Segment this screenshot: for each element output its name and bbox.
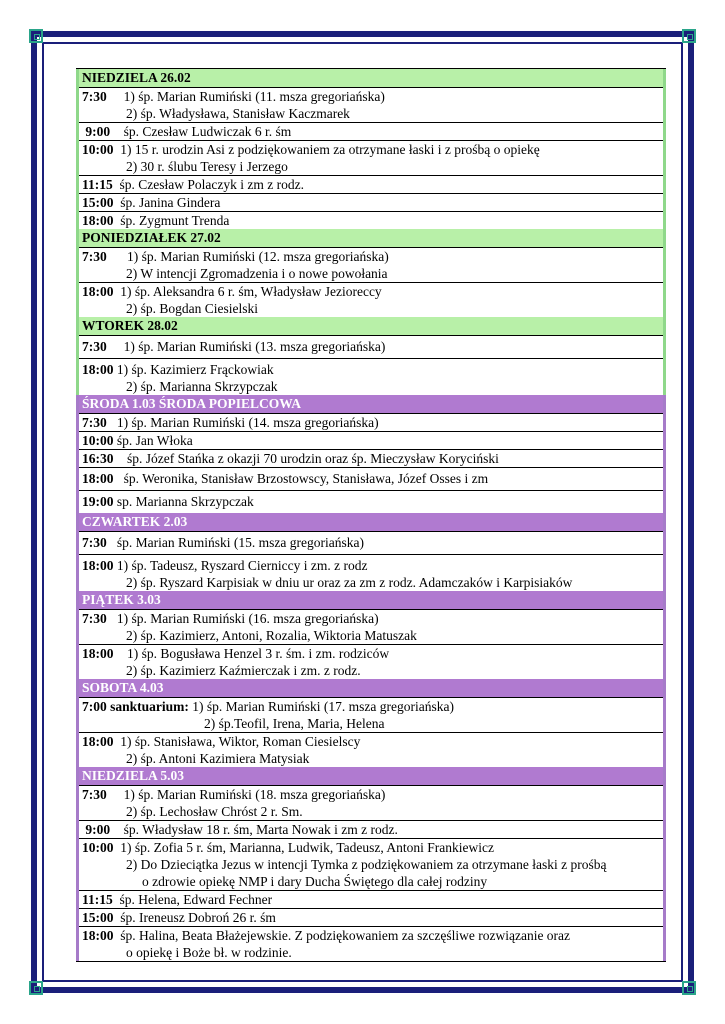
mass-time: 18:00 — [82, 928, 114, 943]
day-header: NIEDZIELA 5.03 — [79, 767, 663, 786]
mass-entry — [79, 532, 663, 555]
mass-intention: 1) śp. Tadeusz, Ryszard Cierniccy i zm. z rodz — [116, 558, 368, 573]
mass-intention: śp. Jan Włoka — [116, 433, 193, 448]
mass-intention: 1) śp. Marian Rumiński (18. msza gregoriańska) — [123, 787, 386, 802]
mass-intention: 1) śp. Bogusława Henzel 3 r. śm. i zm. rodziców — [127, 646, 390, 661]
day-section — [76, 767, 666, 961]
mass-time: 18:00 — [82, 558, 114, 573]
mass-intention: 1) śp. Marian Rumiński (11. msza gregoriańska) — [123, 89, 385, 104]
mass-intention: 2) Do Dzieciątka Jezus w intencji Tymka z podziękowaniem za otrzymane łaski z prośbą — [126, 857, 607, 872]
mass-intention: 1) śp. Marian Rumiński (16. msza gregoriańska) — [116, 611, 379, 626]
day-header: PONIEDZIAŁEK 27.02 — [79, 229, 663, 248]
mass-time: 18:00 — [82, 362, 114, 377]
mass-intention: 1) śp. Marian Rumiński (17. msza gregoriańska) — [192, 699, 454, 714]
mass-intention: śp. Janina Gindera — [120, 195, 221, 210]
mass-entry — [79, 786, 663, 821]
mass-intention: 1) śp. Marian Rumiński (13. msza gregoriańska) — [123, 339, 386, 354]
mass-intention: śp. Marian Rumiński (15. msza gregoriańska) — [116, 535, 364, 550]
mass-intention: śp. Helena, Edward Fechner — [119, 892, 273, 907]
mass-intention: 1) śp. Aleksandra 6 r. śm, Władysław Jezioreccy — [120, 284, 382, 299]
mass-entry — [79, 909, 663, 927]
day-section — [76, 317, 666, 395]
day-header: NIEDZIELA 26.02 — [79, 69, 663, 88]
mass-entry — [79, 414, 663, 432]
mass-intention: 2) śp. Władysława, Stanisław Kaczmarek — [126, 106, 350, 121]
mass-time: 7:30 — [82, 787, 107, 802]
mass-intention: 1) śp. Marian Rumiński (12. msza gregoriańska) — [127, 249, 389, 264]
day-header: SOBOTA 4.03 — [79, 679, 663, 698]
mass-entry — [79, 468, 663, 491]
corner-ornament-icon — [682, 981, 696, 995]
day-section — [76, 679, 666, 767]
day-header: PIĄTEK 3.03 — [79, 591, 663, 610]
mass-time: 10:00 — [82, 840, 114, 855]
mass-entry — [79, 176, 663, 194]
day-header: ŚRODA 1.03 ŚRODA POPIELCOWA — [79, 395, 663, 414]
day-header: WTOREK 28.02 — [79, 317, 663, 336]
mass-entry — [79, 212, 663, 229]
mass-intention: 1) śp. Marian Rumiński (14. msza gregoriańska) — [116, 415, 379, 430]
mass-entry — [79, 194, 663, 212]
mass-time: 15:00 — [82, 910, 114, 925]
mass-entry — [79, 359, 663, 395]
mass-time: 18:00 — [82, 646, 114, 661]
mass-intention: 1) 15 r. urodzin Asi z podziękowaniem za otrzymane łaski i z prośbą o opiekę — [120, 142, 540, 157]
mass-time: 11:15 — [82, 177, 113, 192]
mass-intention: śp. Władysław 18 r. śm, Marta Nowak i zm z rodz. — [123, 822, 398, 837]
mass-time: 7:30 — [82, 535, 107, 550]
mass-intention: 1) śp. Stanisława, Wiktor, Roman Ciesielscy — [120, 734, 361, 749]
mass-entry — [79, 821, 663, 839]
corner-ornament-icon — [29, 981, 43, 995]
day-section — [76, 513, 666, 591]
mass-intention: 2) śp. Kazimierz Kaźmierczak i zm. z rodz. — [126, 663, 361, 678]
mass-entry — [79, 432, 663, 450]
mass-intention: 2) śp. Bogdan Ciesielski — [126, 301, 258, 316]
mass-intention: 2) W intencji Zgromadzenia i o nowe powołania — [126, 266, 388, 281]
mass-schedule-table — [76, 68, 666, 962]
mass-time: 19:00 — [82, 494, 114, 509]
mass-time: 18:00 — [82, 471, 114, 486]
mass-time: 10:00 — [82, 433, 114, 448]
mass-intention: śp. Zygmunt Trenda — [120, 213, 230, 228]
mass-entry — [79, 141, 663, 176]
mass-entry — [79, 927, 663, 961]
mass-intention: 1) śp. Zofia 5 r. śm, Marianna, Ludwik, Tadeusz, Antoni Frankiewicz — [120, 840, 494, 855]
mass-intention: 2) 30 r. ślubu Teresy i Jerzego — [126, 159, 288, 174]
mass-intention: o opiekę i Boże bł. w rodzinie. — [126, 945, 292, 960]
mass-time: 18:00 — [82, 284, 114, 299]
mass-intention: śp. Weronika, Stanisław Brzostowscy, Stanisława, Józef Osses i zm — [123, 471, 489, 486]
mass-entry — [79, 88, 663, 123]
mass-entry — [79, 555, 663, 591]
mass-time: 15:00 — [82, 195, 114, 210]
mass-time: 18:00 — [82, 213, 114, 228]
mass-intention: 2) śp. Kazimierz, Antoni, Rozalia, Wiktoria Matuszak — [126, 628, 417, 643]
mass-time: 7:30 — [82, 249, 107, 264]
mass-intention: 2) śp. Marianna Skrzypczak — [126, 379, 278, 394]
day-section — [76, 395, 666, 513]
mass-time: 7:30 — [82, 339, 107, 354]
mass-intention: 1) śp. Kazimierz Frąckowiak — [116, 362, 274, 377]
mass-intention: 2) śp. Antoni Kazimiera Matysiak — [126, 751, 310, 766]
mass-entry — [79, 891, 663, 909]
mass-time: 7:30 — [82, 415, 107, 430]
mass-entry — [79, 839, 663, 891]
mass-intention: 2) śp. Lechosław Chróst 2 r. Sm. — [126, 804, 303, 819]
mass-entry — [79, 491, 663, 513]
mass-entry — [79, 698, 663, 733]
mass-intention: 2) śp. Ryszard Karpisiak w dniu ur oraz za zm z rodz. Adamczaków i Karpisiaków — [126, 575, 573, 590]
day-section — [76, 229, 666, 317]
mass-entry — [79, 283, 663, 317]
mass-intention: śp. Czesław Ludwiczak 6 r. śm — [123, 124, 292, 139]
day-section — [76, 69, 666, 229]
day-header: CZWARTEK 2.03 — [79, 513, 663, 532]
mass-time: 9:00 — [85, 822, 111, 837]
mass-intention: śp. Czesław Polaczyk i zm z rodz. — [119, 177, 304, 192]
mass-entry — [79, 123, 663, 141]
mass-entry — [79, 248, 663, 283]
mass-time: 11:15 — [82, 892, 113, 907]
mass-time: 7:00 sanktuarium: — [82, 699, 189, 714]
mass-time: 9:00 — [85, 124, 111, 139]
mass-intention: 2) śp.Teofil, Irena, Maria, Helena — [204, 716, 385, 731]
mass-time: 10:00 — [82, 142, 114, 157]
day-section — [76, 591, 666, 679]
mass-intention: o zdrowie opiekę NMP i dary Ducha Świętego dla całej rodziny — [142, 874, 488, 889]
mass-entry — [79, 645, 663, 679]
mass-entry — [79, 610, 663, 645]
mass-entry — [79, 336, 663, 359]
mass-time: 16:30 — [82, 451, 114, 466]
mass-entry — [79, 450, 663, 468]
mass-time: 18:00 — [82, 734, 114, 749]
mass-intention: śp. Józef Stańka z okazji 70 urodzin oraz śp. Mieczysław Koryciński — [127, 451, 499, 466]
mass-time: 7:30 — [82, 611, 107, 626]
mass-time: 7:30 — [82, 89, 107, 104]
mass-intention: śp. Halina, Beata Błażejewskie. Z podziękowaniem za szczęśliwe rozwiązanie oraz — [120, 928, 571, 943]
mass-entry — [79, 733, 663, 767]
mass-intention: śp. Ireneusz Dobroń 26 r. śm — [120, 910, 276, 925]
corner-ornament-icon — [682, 29, 696, 43]
corner-ornament-icon — [29, 29, 43, 43]
mass-intention: sp. Marianna Skrzypczak — [116, 494, 254, 509]
